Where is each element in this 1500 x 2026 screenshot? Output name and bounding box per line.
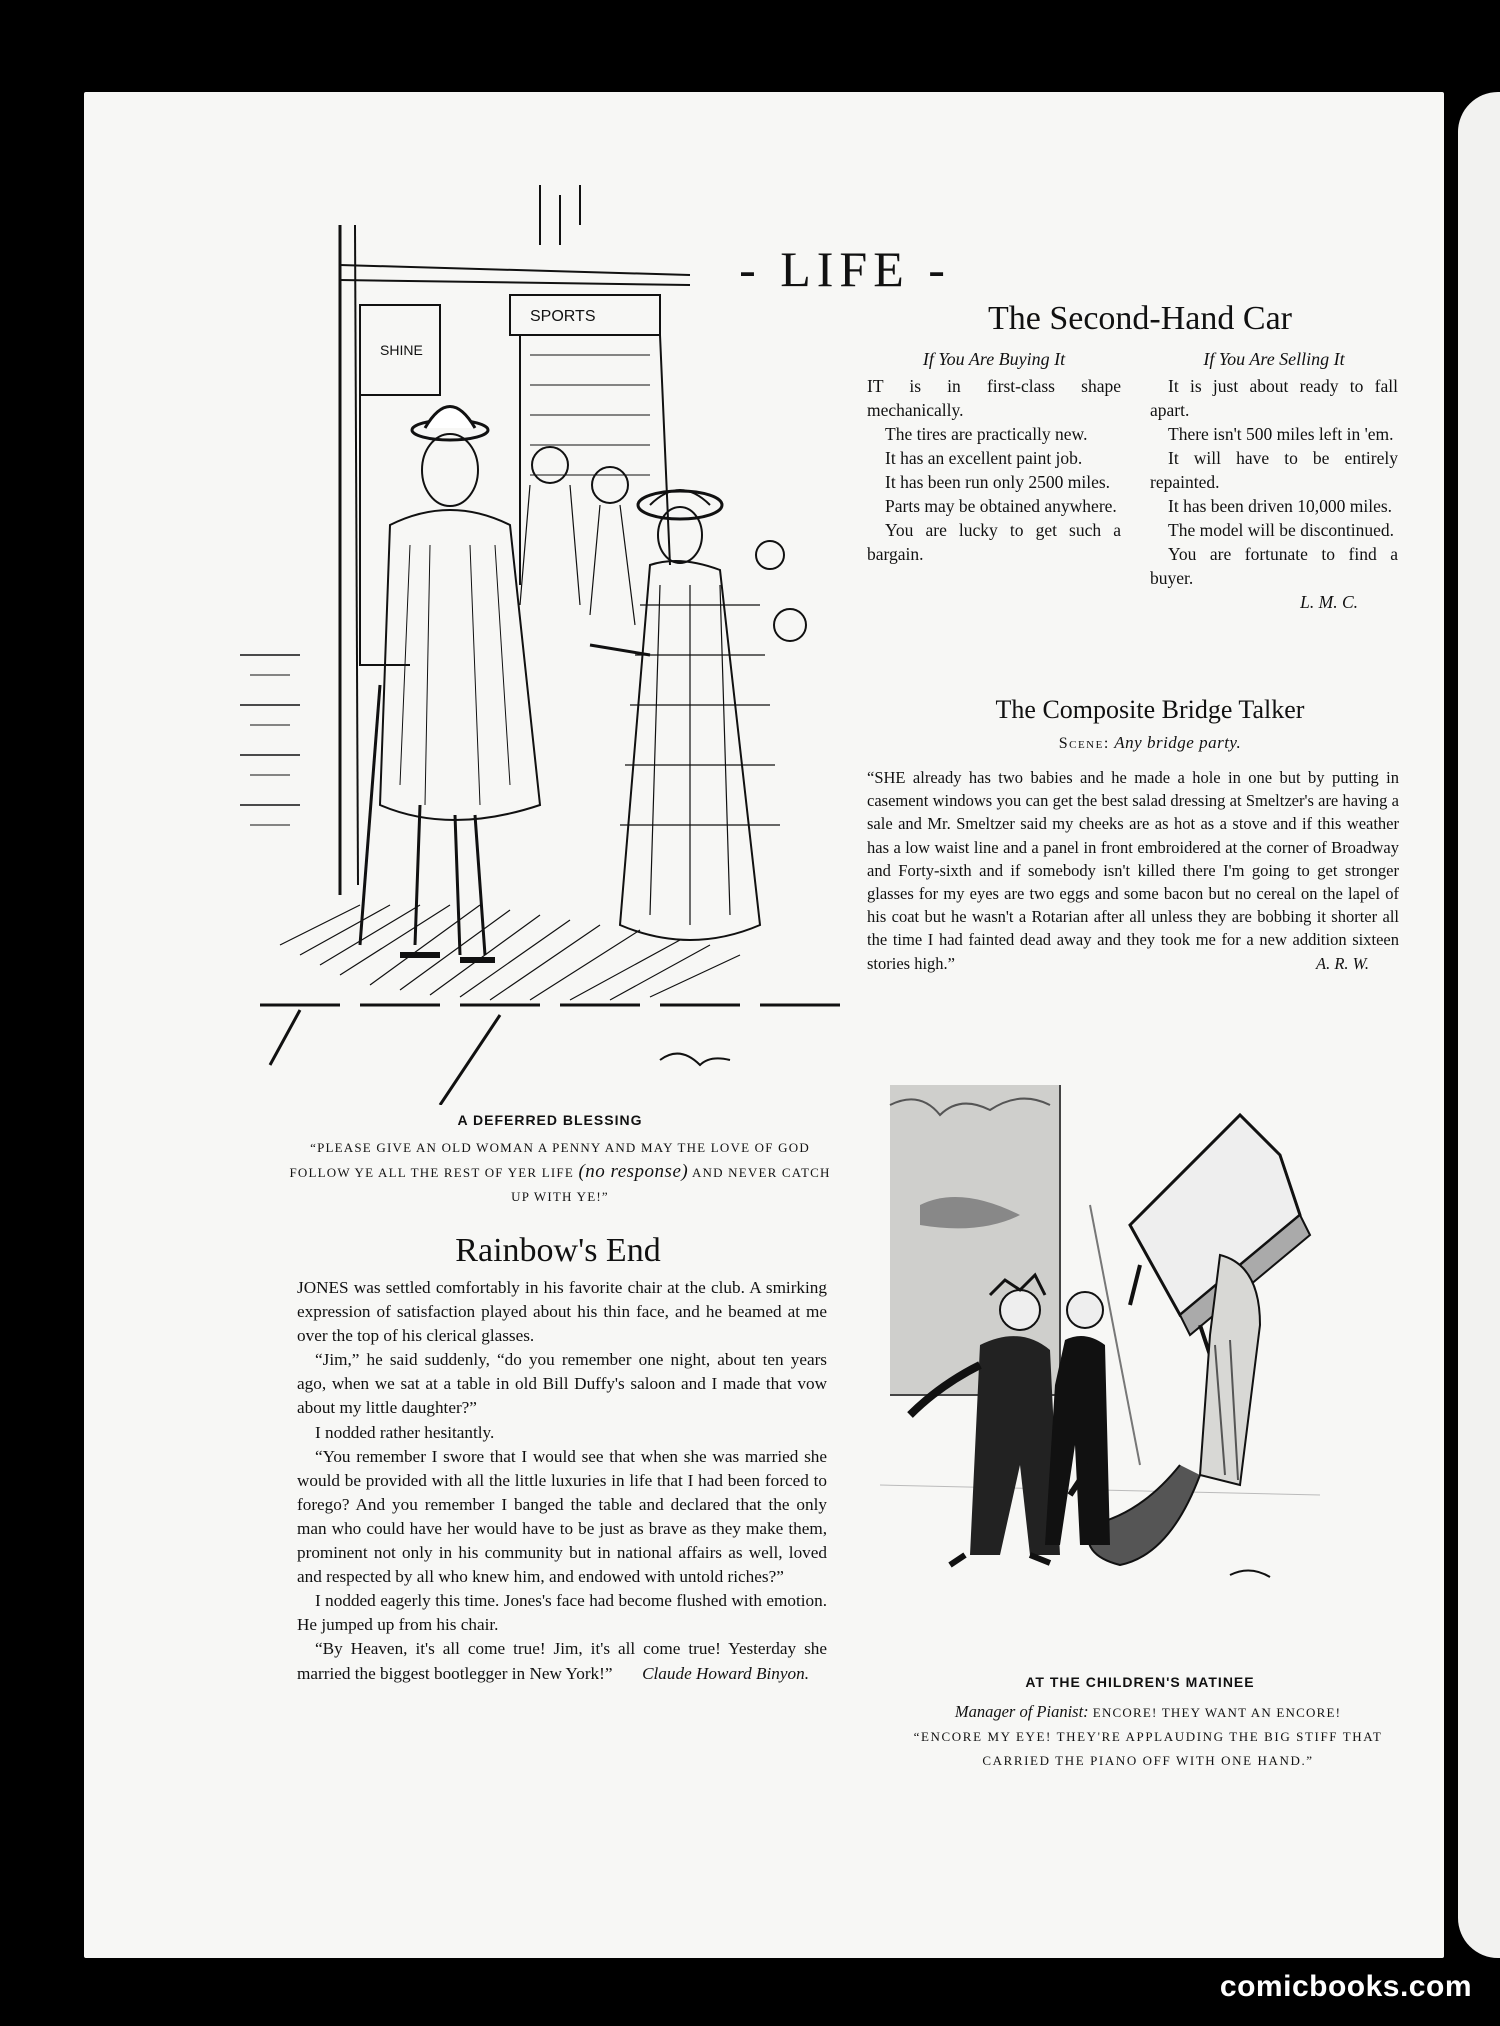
buying-line: You are lucky to get such a bargain. — [867, 520, 1121, 564]
sports-sign-text: SPORTS — [530, 308, 596, 325]
selling-heading: If You Are Selling It — [1203, 349, 1345, 369]
bridge-talker-body — [867, 766, 1399, 975]
rainbow-signature: Claude Howard Binyon. — [642, 1663, 809, 1683]
bridge-scene — [860, 733, 1440, 753]
matinee-speaker: Manager of Pianist: — [954, 1702, 1089, 1721]
car-signature: L. M. C. — [1300, 592, 1358, 612]
rainbow-paragraph: JONES was settled comfortably in his favorite chair at the club. A smirking expression of satisfaction played about his thin face, and he beamed at me over the top of his clerical glasses. — [297, 1278, 827, 1346]
rainbow-paragraph: “Jim,” he said suddenly, “do you remember one night, about ten years ago, when we sat at a table in old Bill Duffy's saloon and I made that vow about my little daughter?” — [297, 1350, 827, 1418]
buying-line: IT is in first-class shape mechanically. — [867, 376, 1121, 420]
buying-column — [867, 349, 1121, 566]
selling-line: It will have to be entirely repainted. — [1150, 448, 1398, 492]
rainbow-paragraph: I nodded eagerly this time. Jones's face had become flushed with emotion. He jumped up from his chair. — [297, 1591, 827, 1635]
deferred-blessing-caption-italic: (no response) — [578, 1161, 689, 1182]
buying-line: The tires are practically new. — [885, 424, 1088, 444]
selling-line: It is just about ready to fall apart. — [1150, 376, 1398, 420]
rainbows-end-body — [297, 1276, 827, 1686]
shine-sign-text: SHINE — [380, 342, 423, 358]
buying-line: It has an excellent paint job. — [885, 448, 1083, 468]
scene-label: Scene: — [1058, 735, 1110, 752]
buying-heading: If You Are Buying It — [922, 349, 1066, 369]
masthead: - LIFE - — [739, 241, 951, 297]
selling-line: The model will be discontinued. — [1168, 520, 1394, 540]
deferred-blessing-illustration — [240, 185, 840, 1105]
deferred-blessing-caption-b: AND NEVER CATCH UP WITH YE!” — [511, 1165, 831, 1204]
selling-line: There isn't 500 miles left in 'em. — [1168, 424, 1394, 444]
childrens-matinee-illustration — [880, 1085, 1320, 1665]
deferred-blessing-title: A DEFERRED BLESSING — [457, 1112, 643, 1128]
rainbow-paragraph: “You remember I swore that I would see that when she was married she would be provided with all the little luxuries in life that I had been forced to forego? And you remember I banged the table and declared that the only man who could have her would have to be just as brave as they make them, prominent not only in his community but in national affairs as well, loved and respected by all who knew him, and endowed with untold riches?” — [297, 1446, 827, 1587]
selling-line: It has been driven 10,000 miles. — [1168, 496, 1393, 516]
selling-line: You are fortunate to find a buyer. — [1150, 544, 1398, 588]
second-hand-car-title: The Second-Hand Car — [987, 300, 1292, 337]
deferred-blessing-caption-a: “PLEASE GIVE AN OLD WOMAN A PENNY AND MAY THE LOVE OF GOD FOLLOW YE ALL THE REST OF YER LIFE — [289, 1140, 810, 1180]
buying-line: It has been run only 2500 miles. — [885, 472, 1111, 492]
scene-text: Any bridge party. — [1114, 733, 1242, 752]
rainbow-paragraph: “By Heaven, it's all come true! Jim, it's all come true! Yesterday she married the biggest bootlegger in New York!” — [297, 1639, 827, 1683]
matinee-line1: ENCORE! THEY WANT AN ENCORE! — [1092, 1705, 1342, 1720]
rainbows-end-title: Rainbow's End — [455, 1232, 661, 1269]
watermark: comicbooks.com — [1219, 1970, 1472, 2003]
bridge-talker-title: The Composite Bridge Talker — [995, 695, 1305, 724]
deferred-blessing-caption — [285, 1136, 835, 1209]
matinee-caption — [878, 1700, 1418, 1773]
buying-line: Parts may be obtained anywhere. — [885, 496, 1117, 516]
matinee-line2: “ENCORE MY EYE! THEY'RE APPLAUDING THE BIG STIFF THAT CARRIED THE PIANO OFF WITH ONE HAND.” — [913, 1729, 1383, 1768]
rainbow-paragraph: I nodded rather hesitantly. — [315, 1422, 495, 1442]
bridge-talker-text: “SHE already has two babies and he made a hole in one but by putting in casement windows you can get the best salad dressing at Smeltzer's are having a sale and Mr. Smeltzer said my cheeks are as hot as a stove and if this weather has a low waist line and a panel in front embroidered at the corner of Broadway and Forty-sixth and if somebody isn't killed there I'm going to get stronger glasses for my eyes are two eggs and some bacon but no cereal on the lapel of his coat but he wasn't a Rotarian after all unless they are bobbing it shorter all the time I had fainted dead away and they took me for a new addition sixteen stories high.” — [867, 768, 1399, 973]
next-page-edge — [1458, 92, 1500, 1958]
matinee-title: AT THE CHILDREN'S MATINEE — [1025, 1674, 1255, 1690]
selling-column — [1150, 349, 1398, 614]
bridge-signature: A. R. W. — [1315, 953, 1369, 973]
